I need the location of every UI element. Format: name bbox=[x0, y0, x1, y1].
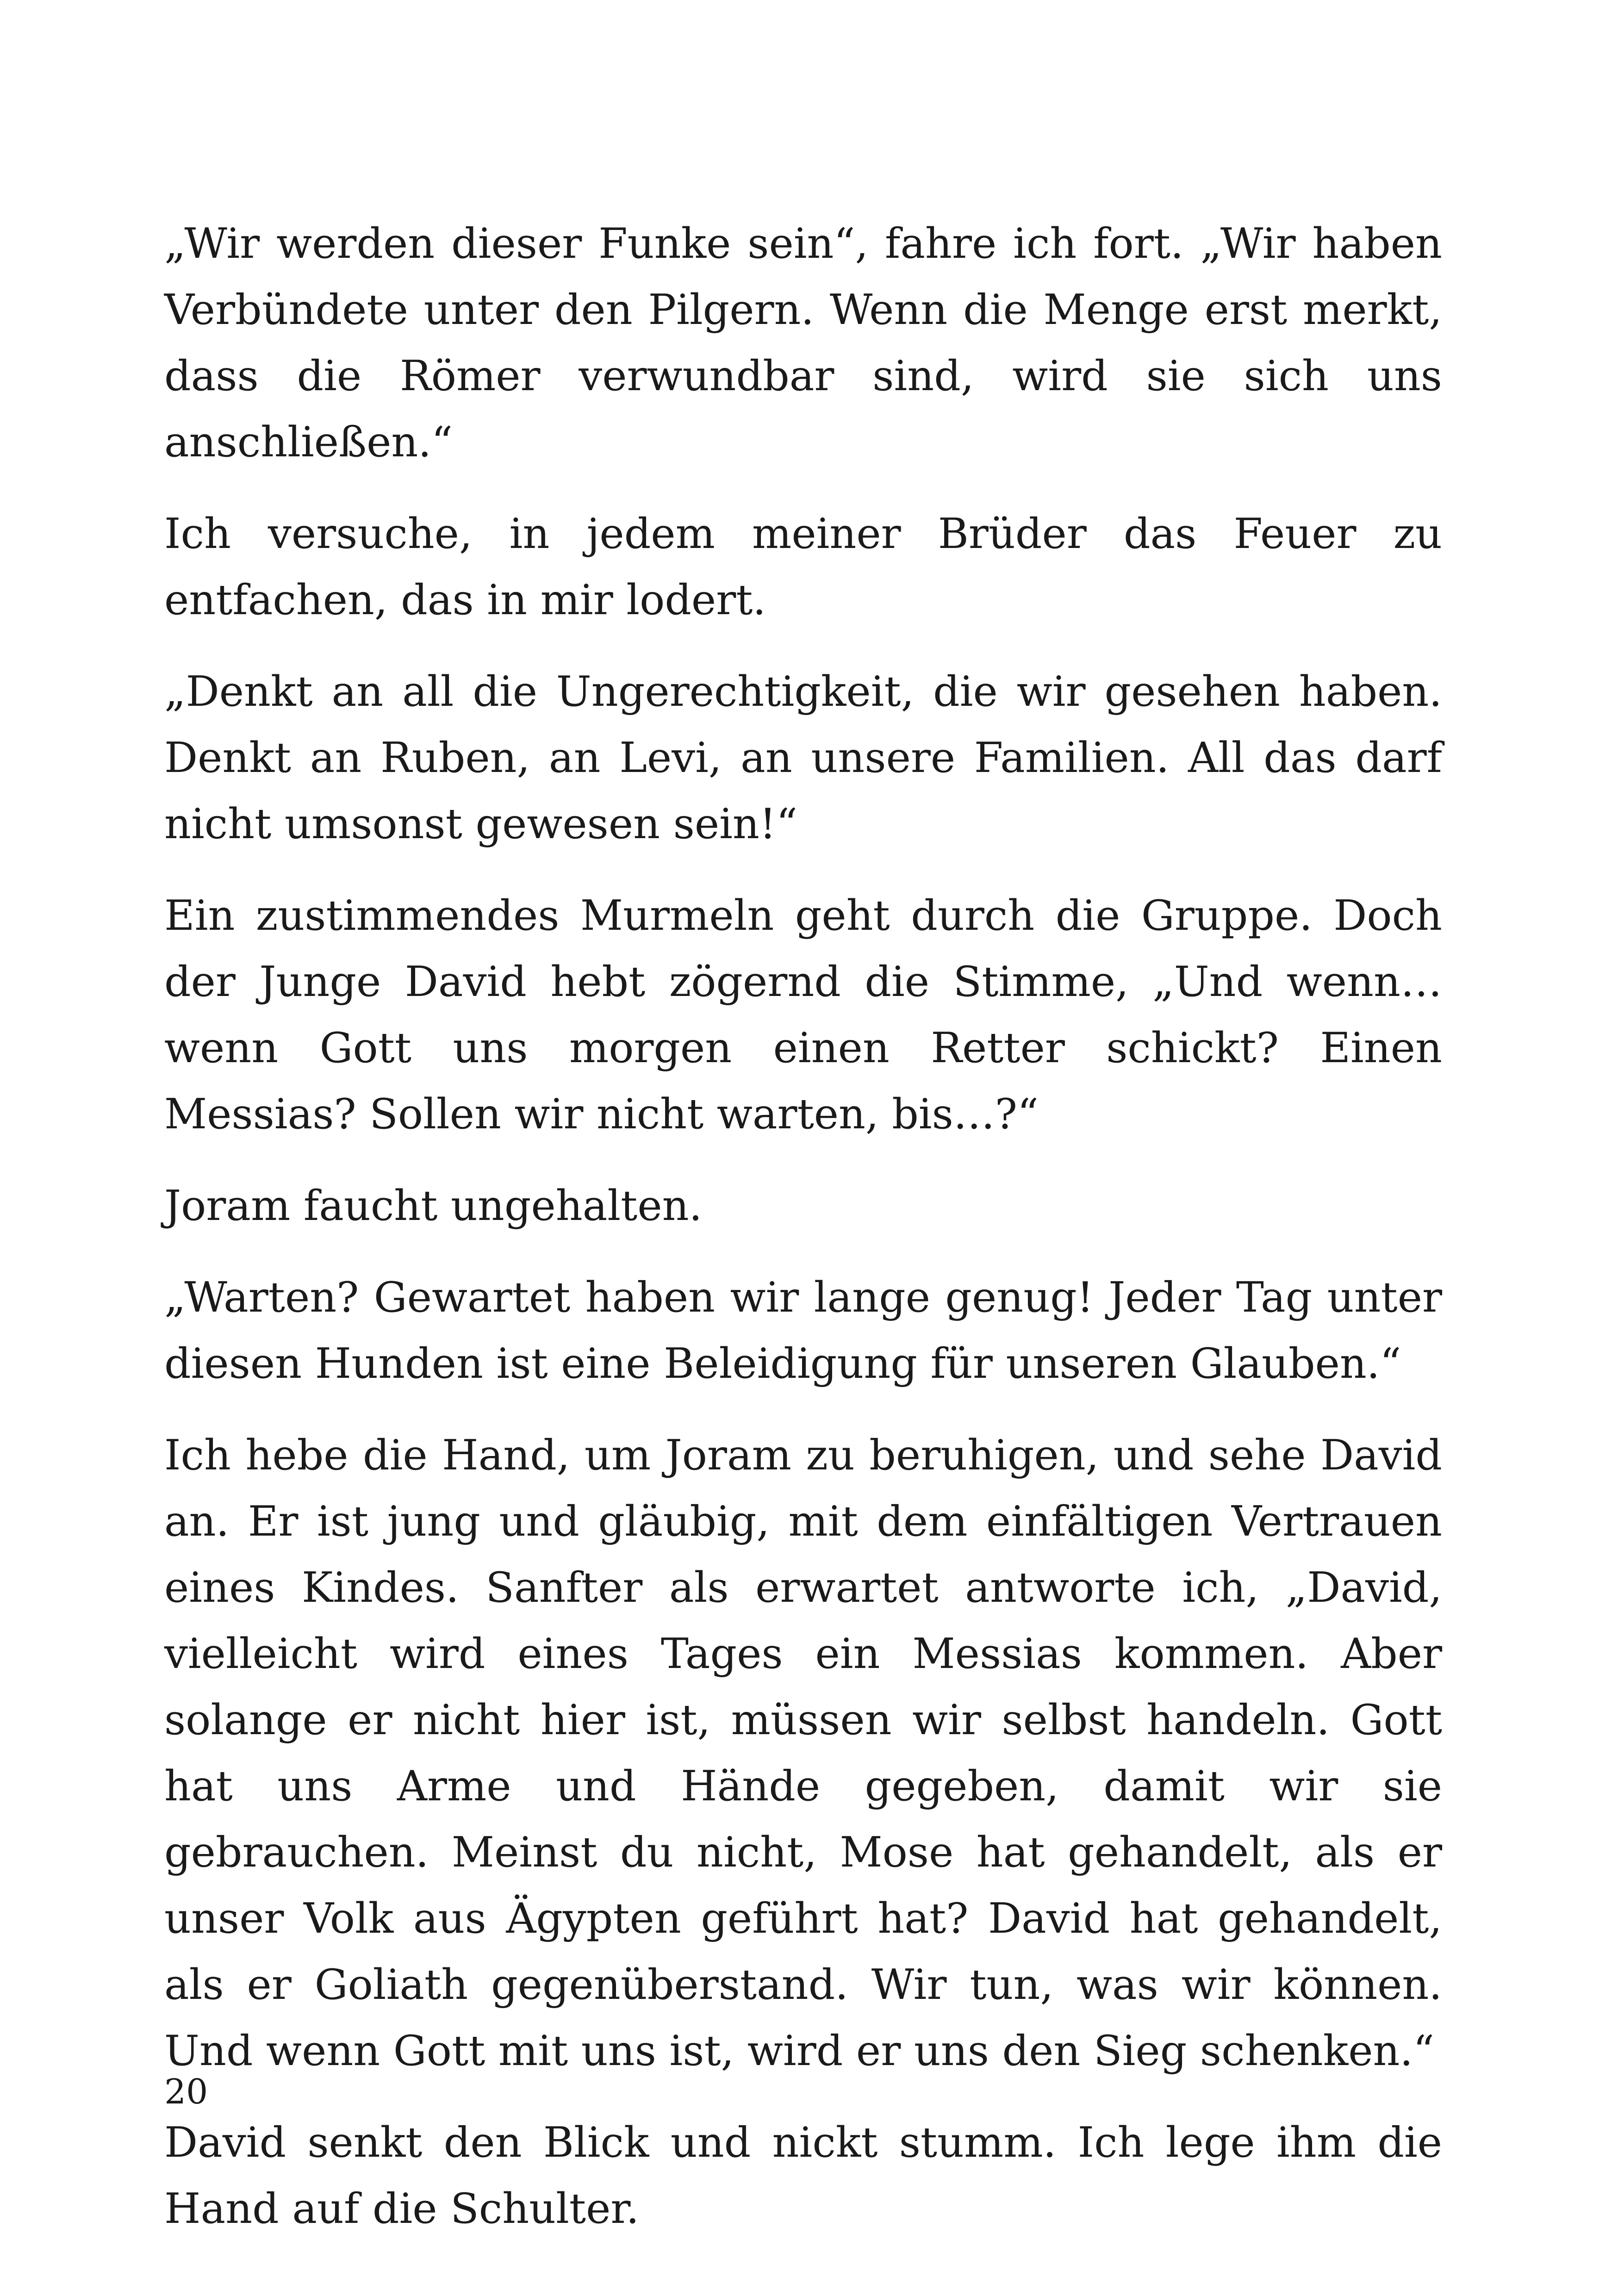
paragraph-3: „Denkt an all die Ungerechtigkeit, die wir gesehen haben. Denkt an Ruben, an Levi, an unsere Familien. All das darf nicht umsonst gewesen sein!“ bbox=[164, 667, 1442, 848]
paragraph-7: Ich hebe die Hand, um Joram zu beruhigen, und sehe David an. Er ist jung und gläubig, mit dem einfältigen Vertrauen eines Kindes. Sanfter als erwartet antworte ich, „David, vielleicht wird eines Tages ein Messias kommen. Aber solange er nicht hier ist, müssen wir selbst handeln. Gott hat uns Arme und Hände gegeben, damit wir sie gebrauchen. Meinst du nicht, Mose hat gehandelt, als er unser Volk aus Ägypten geführt hat? David hat gehandelt, als er Goliath gegenüberstand. Wir tun, was wir können. Und wenn Gott mit uns ist, wird er uns den Sieg schenken.“ bbox=[164, 1431, 1442, 2075]
body-text bbox=[164, 211, 1442, 2267]
paragraph-8: David senkt den Blick und nickt stumm. Ich lege ihm die Hand auf die Schulter. bbox=[164, 2118, 1442, 2233]
paragraph-6: „Warten? Gewartet haben wir lange genug! Jeder Tag unter diesen Hunden ist eine Beleidigung für unseren Glauben.“ bbox=[164, 1273, 1442, 1388]
paragraph-4: Ein zustimmendes Murmeln geht durch die Gruppe. Doch der Junge David hebt zögernd die Stimme, „Und wenn… wenn Gott uns morgen einen Retter schickt? Einen Messias? Sollen wir nicht warten, bis…?“ bbox=[164, 891, 1442, 1139]
paragraph-2: Ich versuche, in jedem meiner Brüder das Feuer zu entfachen, das in mir lodert. bbox=[164, 510, 1442, 624]
paragraph-5: Joram faucht ungehalten. bbox=[164, 1182, 703, 1230]
paragraph-1: „Wir werden dieser Funke sein“, fahre ich fort. „Wir haben Verbündete unter den Pilgern. Wenn die Menge erst merkt, dass die Römer verwundbar sind, wird sie sich uns anschließen.“ bbox=[164, 219, 1442, 467]
page-number: 20 bbox=[164, 2072, 208, 2112]
